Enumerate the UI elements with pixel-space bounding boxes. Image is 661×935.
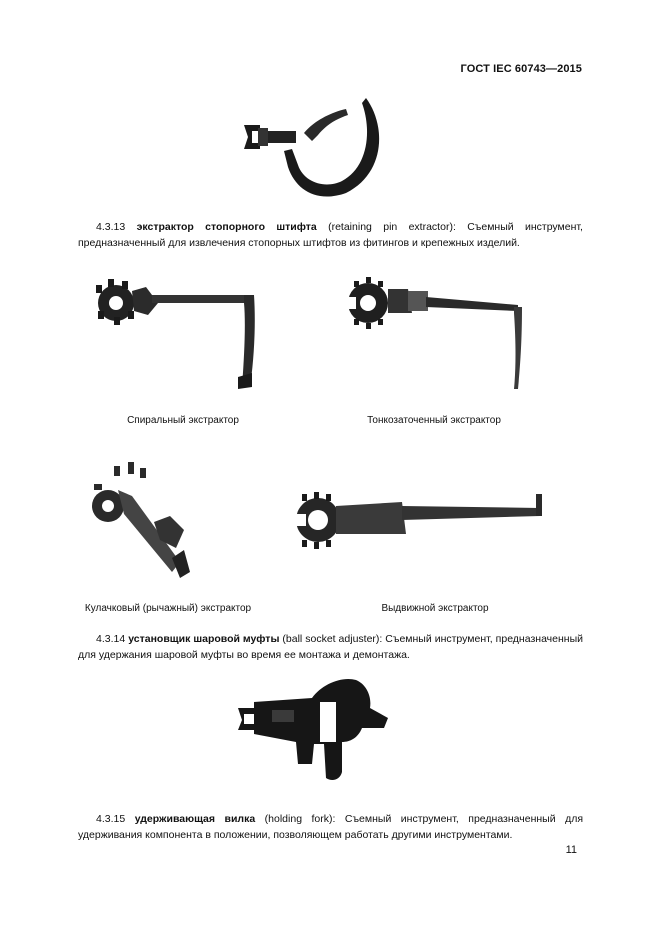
section-4-3-13: [78, 219, 583, 251]
taper-extractor-figure: [342, 273, 532, 393]
cam-extractor-figure: [84, 460, 194, 580]
section-number: 4.3.13: [96, 221, 126, 233]
caption-taper: Тонкозаточенный экстрактор: [367, 415, 501, 426]
section-english: (retaining pin extractor): [328, 221, 453, 233]
ball-socket-adjuster-figure: [232, 672, 392, 784]
section-4-3-15: [78, 811, 583, 843]
section-definition: : Съемный инструмент, предназначенный для извлечения стопорных штифтов из фитингов и крепежных изделий.: [78, 221, 583, 249]
section-4-3-14: [78, 631, 583, 663]
section-definition: : Съемный инструмент, предназначенный для удержания шаровой муфты во время ее монтажа и демонтажа.: [78, 633, 583, 661]
caption-sliding: Выдвижной экстрактор: [381, 603, 489, 614]
section-number: 4.3.14: [96, 633, 126, 645]
section-term: экстрактор стопорного штифта: [136, 221, 317, 233]
section-number: 4.3.15: [96, 813, 126, 825]
spiral-extractor-figure: [88, 275, 268, 395]
caption-spiral: Спиральный экстрактор: [127, 415, 239, 426]
page-number: 11: [565, 844, 577, 856]
sliding-extractor-figure: [292, 490, 550, 555]
hook-tool-figure: [238, 95, 388, 205]
section-english: (ball socket adjuster): [282, 633, 380, 645]
standard-header: ГОСТ IEC 60743—2015: [460, 63, 582, 75]
section-term: удерживающая вилка: [134, 813, 256, 825]
section-definition: : Съемный инструмент, предназначенный для удерживания компонента в положении, позволяющем работать другими инструментами.: [78, 813, 584, 841]
section-term: установщик шаровой муфты: [128, 633, 280, 645]
section-english: (holding fork): [264, 813, 333, 825]
caption-cam: Кулачковый (рычажный) экстрактор: [84, 603, 252, 614]
